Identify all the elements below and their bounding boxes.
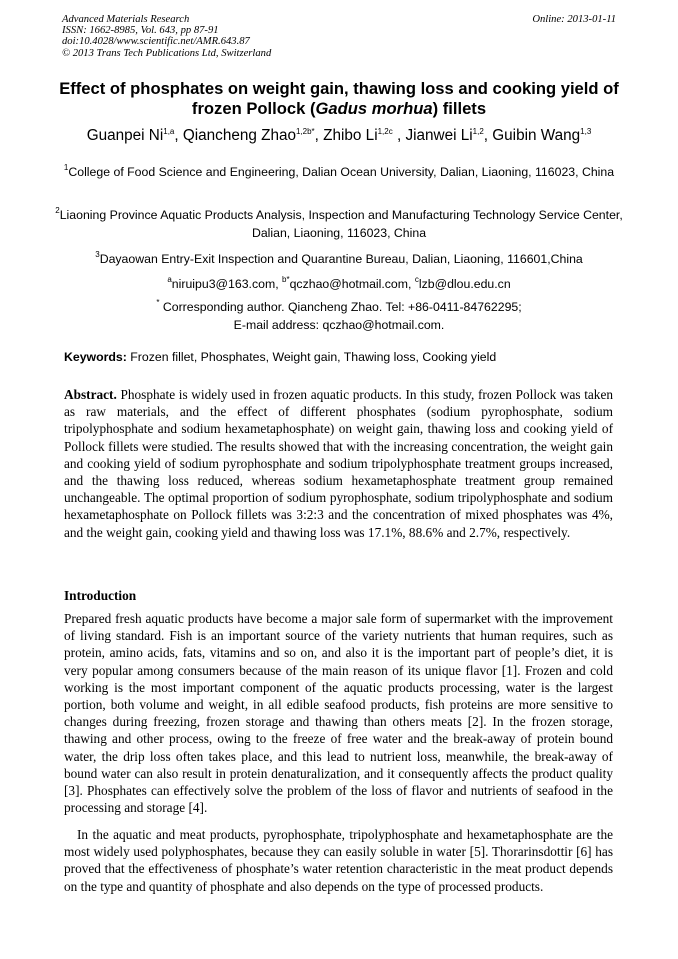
affiliation-3: $^3$Dayaowan Entry-Exit Inspection and Quarantine Bureau, Dalian, Liaoning, 116601,China bbox=[95, 250, 583, 266]
author: Guibin Wang$^{1,3}$ bbox=[492, 127, 592, 144]
keywords bbox=[64, 349, 496, 365]
doi-line: doi:10.4028/www.scientific.net/AMR.643.87 bbox=[62, 36, 250, 48]
species-name: Gadus morhua bbox=[315, 99, 433, 118]
author-emails: $^a$niruipu3@163.com, $^{b*}$qczhao@hotmail.com, $^c$lzb@dlou.edu.cn bbox=[167, 275, 511, 291]
email-link[interactable]: lzb@dlou.edu.cn bbox=[418, 277, 511, 291]
journal-name: Advanced Materials Research bbox=[62, 14, 190, 25]
keywords-label: Keywords: bbox=[64, 350, 127, 364]
section-heading-introduction: Introduction bbox=[64, 588, 137, 603]
email-link[interactable]: qczhao@hotmail.com bbox=[289, 277, 409, 291]
affiliation-1: $^1$College of Food Science and Engineering, Dalian Ocean University, Dalian, Liaoning, 116023, China bbox=[63, 163, 615, 179]
title-text: Effect of phosphates on weight gain, thawing loss and cooking yield of frozen Pollock ( bbox=[59, 79, 619, 118]
author-list bbox=[40, 126, 638, 146]
copyright-line: © 2013 Trans Tech Publications Ltd, Switzerland bbox=[62, 47, 272, 59]
paper-title bbox=[40, 79, 638, 119]
journal-header bbox=[62, 14, 271, 59]
affiliation-2: $^2$Liaoning Province Aquatic Products Analysis, Inspection and Manufacturing Technology Service Center, Dalian, Liaoning, 116023, China bbox=[55, 206, 623, 240]
author: Jianwei Li$^{1,2}$, bbox=[405, 127, 493, 144]
keywords-text: Frozen fillet, Phosphates, Weight gain, Thawing loss, Cooking yield bbox=[126, 350, 497, 364]
author: Zhibo $Li^{1,2c}$ , bbox=[323, 127, 406, 144]
intro-paragraph-2: In the aquatic and meat products, pyrophosphate, tripolyphosphate and hexametaphosphate are the most widely used polyphosphates, because they can easily soluble in water [5]. Thorarinsdottir [6] has proved that the effectiveness of phosphate’s water retention characteristic in the meat product depends on the type and quantity of phosphate and also depends on the type of processed products. bbox=[64, 827, 613, 894]
online-date: Online: 2013-01-11 bbox=[532, 14, 616, 25]
abstract-text: Phosphate is widely used in frozen aquatic products. In this study, frozen Pollock was taken as raw materials, and the effect of different phosphates (sodium pyrophosphate, sodium tripolyphosphate and sodium hexametaphosphate) on weight gain, thawing loss and cooking yield of Pollock fillets were studied. The results showed that with the increasing concentration, the weight gain and cooking yield of sodium pyrophosphate and sodium tripolyphosphate treatment groups increased, and the thawing loss reduced, whereas sodium hexametaphosphate treatment group remained unchangeable. The optimal proportion of sodium pyrophosphate, sodium tripolyphosphate and sodium hexametaphosphate on Pollock fillets was 3:2:3 and the concentration of mixed phosphates was 4%, and the weight gain, cooking yield and thawing loss was 17.1%, 88.6% and 2.7%, respectively. bbox=[64, 387, 613, 540]
author: Qiancheng Zhao$^{1,2b*}$, bbox=[182, 127, 324, 144]
email-link[interactable]: niruipu3@163.com bbox=[171, 277, 276, 291]
author: Guanpei Ni$^{1,a}$, bbox=[86, 127, 183, 144]
corresponding-author: * Corresponding author. Qiancheng Zhao. Tel: +86-0411-84762295; E-mail address: qczhao@hotmail.com. bbox=[156, 298, 522, 332]
intro-paragraph-1: Prepared fresh aquatic products have become a major sale form of supermarket with the improvement of living standard. Fish is an important source of the variety nutrients that human requires, such as protein, amino acids, fats, vitamins and so on, and also it is the important part of people’s diet, it is very popular among consumers because of the main reason of its unique flavor [1]. Frozen and cold working is the most important component of the aquatic products processing, water is the largest portion, both volume and weight, in all edible seafood products, fish proteins are more sensitive to changes during freezing, frozen storage and thawing than others meats [2]. In the frozen storage, thawing and other process, owing to the freeze of free water and the break-away of protein bound water, the drip loss often takes place, and this lead to nutrient loss, meanwhile, the break-away of bound water can also result in protein denaturalization, and it consequently affects the product quality [3]. Phosphates can effectively solve the problem of the loss of flavor and nutrients of seafood in the processing and storage [4]. bbox=[64, 611, 613, 816]
abstract-label: Abstract. bbox=[64, 387, 117, 402]
issn-line: ISSN: 1662-8985, Vol. 643, pp 87-91 bbox=[62, 25, 219, 37]
abstract bbox=[64, 386, 613, 541]
title-end: ) fillets bbox=[432, 99, 487, 118]
